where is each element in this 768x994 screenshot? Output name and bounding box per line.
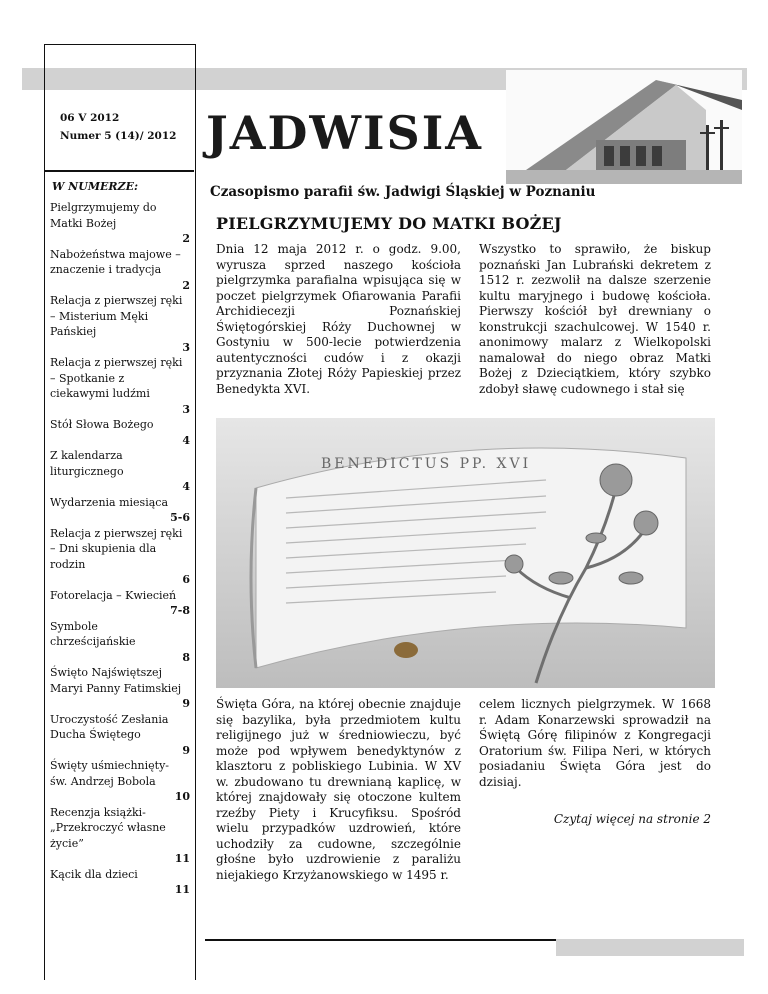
toc-item-title: Kącik dla dzieci xyxy=(50,867,138,881)
toc-item xyxy=(50,200,192,247)
toc-item-page: 3 xyxy=(182,340,190,354)
toc-item xyxy=(50,665,192,712)
toc-item-page: 8 xyxy=(182,650,190,664)
article-column-4: celem licznych pielgrzymek. W 1668 r. Adam Konarzewski sprowadził na Świętą Górę filipinów z Kongregacji Oratorium św. Filipa Neri, w których posiadaniu Święta Góra jest do dzisiaj. xyxy=(479,697,711,789)
toc-item-title: Wydarzenia miesiąca xyxy=(50,495,168,509)
toc-item-title: Recenzja książki- „Przekroczyć własne życie” xyxy=(50,805,166,850)
toc-item xyxy=(50,293,192,355)
golden-rose-document-photo xyxy=(216,418,715,688)
read-more-link[interactable]: Czytaj więcej na stronie 2 xyxy=(553,812,711,826)
toc-heading: W NUMERZE: xyxy=(52,180,139,193)
toc-item-title: Relacja z pierwszej ręki – Misterium Męki Pańskiej xyxy=(50,294,183,338)
toc-item-page: 3 xyxy=(182,402,190,416)
toc-item-title: Symbole chrześcijańskie xyxy=(50,619,136,648)
footer-gray-band xyxy=(556,939,744,956)
toc-item-page: 2 xyxy=(182,278,190,292)
svg-text:BENEDICTUS PP. XVI: BENEDICTUS PP. XVI xyxy=(321,456,532,472)
toc-item xyxy=(50,355,192,417)
newsletter-tagline: Czasopismo parafii św. Jadwigi Śląskiej w Poznaniu xyxy=(210,184,596,200)
toc-item xyxy=(50,712,192,759)
toc-item xyxy=(50,619,192,666)
toc-item-page: 9 xyxy=(182,697,190,710)
toc-item-page: 5-6 xyxy=(170,511,190,524)
toc-item xyxy=(50,867,192,898)
issue-number: Numer 5 (14)/ 2012 xyxy=(60,130,177,142)
toc-item xyxy=(50,758,192,805)
toc-item-page: 11 xyxy=(174,852,190,865)
toc-item xyxy=(50,588,192,619)
article-column-1: Dnia 12 maja 2012 r. o godz. 9.00, wyrusza sprzed naszego kościoła pielgrzymka parafialna wpisująca się w poczet pielgrzymek Ofiarowania Parafii Archidiecezji Poznańskiej Świętogórskiej Róży Duchownej w Gostyniu w 500-lecie potwierdzenia autentyczności cudów i z okazji przyznania Złotej Róży Papieskiej przez Benedykta XVI. xyxy=(216,242,461,396)
article-title: PIELGRZYMUJEMY DO MATKI BOŻEJ xyxy=(216,214,562,233)
toc-item xyxy=(50,495,192,526)
toc-item-title: Nabożeństwa majowe – znaczenie i tradycja xyxy=(50,247,181,276)
toc-item xyxy=(50,417,192,448)
toc-item-page: 7-8 xyxy=(170,604,190,617)
toc-item xyxy=(50,448,192,495)
toc-item-title: Stół Słowa Bożego xyxy=(50,418,154,431)
toc-item-title: Święto Najświętszej Maryi Panny Fatimskiej xyxy=(50,666,182,695)
toc-item-title: Pielgrzymujemy do Matki Bożej xyxy=(50,201,157,230)
toc-item-page: 11 xyxy=(174,883,190,896)
toc-item xyxy=(50,805,192,867)
table-of-contents xyxy=(50,200,192,898)
toc-item-page: 10 xyxy=(174,790,190,803)
toc-item-title: Relacja z pierwszej ręki – Dni skupienia dla rodzin xyxy=(50,526,183,571)
toc-item-page: 4 xyxy=(182,480,190,493)
toc-item-page: 4 xyxy=(182,433,190,447)
toc-item-page: 6 xyxy=(182,573,190,586)
toc-item-title: Fotorelacja – Kwiecień xyxy=(50,588,177,602)
masthead-title: JADWISIA xyxy=(206,106,483,160)
church-photo xyxy=(506,70,742,184)
article-column-3: Święta Góra, na której obecnie znajduje się bazylika, była przedmiotem kultu religijnego już w średniowieczu, być może pod wpływem benedyktynów z klasztoru z pobliskiego Lubinia. W XV w. zbudowano tu drewnianą kaplicę, w której znajdowały się otoczone kultem rzeźby Piety i Krucyfiksu. Spośród wielu przypadków uzdrowień, które uchodziły za cudowne, szczególnie głośne było uzdrowienie z paraliżu niejakiego Krzyżanowskiego w 1495 r. xyxy=(216,697,461,882)
sidebar-header-rule xyxy=(44,170,194,172)
toc-item xyxy=(50,247,192,294)
issue-date: 06 V 2012 xyxy=(60,112,120,124)
toc-item xyxy=(50,526,192,588)
toc-item-page: 2 xyxy=(182,232,190,245)
toc-item-title: Uroczystość Zesłania Ducha Świętego xyxy=(50,712,169,741)
toc-item-page: 9 xyxy=(182,743,190,757)
toc-item-title: Z kalendarza liturgicznego xyxy=(50,449,124,478)
article-column-2: Wszystko to sprawiło, że biskup poznański Jan Lubrański dekretem z 1512 r. zezwolił na dalsze szerzenie kultu maryjnego i budowę kościoła. Pierwszy kościół był drewniany o konstrukcji szachulcowej. W 1540 r. anonimowy malarz z Wielkopolski namalował do niego obraz Matki Bożej z Dzieciątkiem, który szybko zdobył sławę cudownego i stał się xyxy=(479,242,711,396)
toc-item-title: Święty uśmiechnięty- św. Andrzej Bobola xyxy=(50,759,170,788)
toc-item-title: Relacja z pierwszej ręki – Spotkanie z ciekawymi ludźmi xyxy=(50,356,183,400)
